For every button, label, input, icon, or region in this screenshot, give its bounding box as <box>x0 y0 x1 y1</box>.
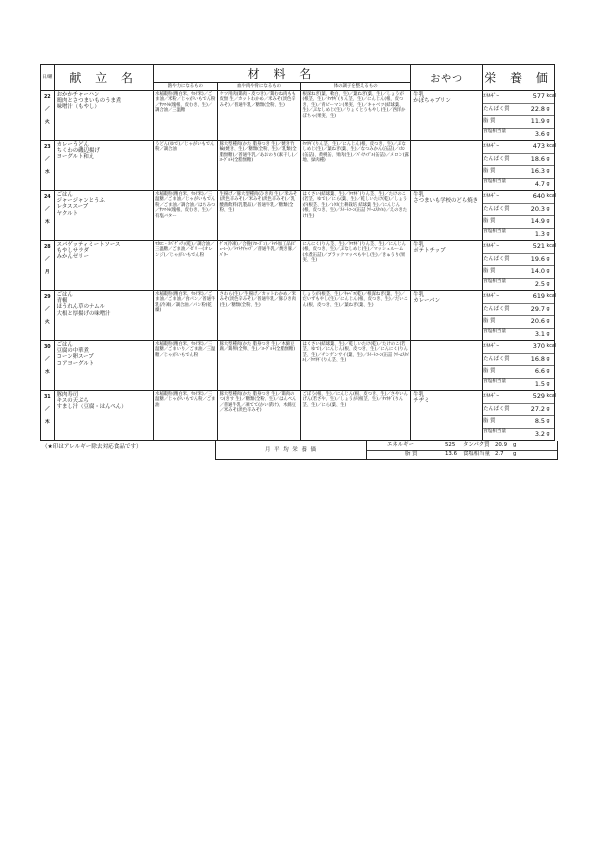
energy-value: 473 <box>510 141 546 154</box>
snack-cell <box>411 341 483 391</box>
nutrition-grid <box>483 291 557 340</box>
protein-value: 29.7 <box>510 304 546 317</box>
menu-day-row <box>41 91 555 141</box>
avg-salt-value: 2.7 <box>495 451 504 457</box>
fat-label: 脂 質 <box>483 216 510 229</box>
ingredients-green-cell: はくさい(結球葉、生)／乾しいたけ(乾)／たけのこ(若茎、ゆで)／にんじん(根、皮つき、生)／にんにく(りん茎、生)／チンゲンサイ(葉、生)／ｽｲｰﾄｺｰﾝ(缶詰 ｸﾘｰﾑｽﾀｲﾙ)／ﾀﾏﾈｷﾞ(りん茎、生) <box>301 341 411 391</box>
nutrition-cell <box>483 141 555 191</box>
fat-value: 16.3 <box>510 166 546 179</box>
energy-value: 640 <box>510 191 546 204</box>
salt-unit: g <box>546 331 550 337</box>
menu-item: 味噌汁（もやし） <box>56 104 100 111</box>
energy-unit: kcal <box>546 191 554 204</box>
nutrition-cell <box>483 191 555 241</box>
energy-label: ｴﾈﾙｷﾞｰ <box>483 341 510 354</box>
date-cell <box>41 91 55 141</box>
fat-unit: g <box>546 316 554 329</box>
menu-day-row <box>41 141 555 191</box>
menu-items-cell <box>54 391 153 441</box>
salt-value: 3.6 <box>534 129 545 138</box>
fat-label: 脂 質 <box>483 116 510 129</box>
ingredients-red-cell: ﾏｶﾛﾆ・ｽﾊﾟｹﾞｯﾃｨ(乾)／調合油／三温糖／ごま油／ゼリー(オレンジ)／じゃがいもでん粉 <box>153 241 217 291</box>
salt-label: 食塩相当量 <box>483 328 507 334</box>
nutrition-cell <box>483 341 555 391</box>
date-cell <box>41 391 55 441</box>
fat-unit: g <box>546 116 554 129</box>
avg-salt-unit: g <box>513 451 517 457</box>
protein-label: たんぱく質 <box>483 154 510 167</box>
salt-label: 食塩相当量 <box>483 128 507 134</box>
energy-label: ｴﾈﾙｷﾞｰ <box>483 241 510 254</box>
fat-value: 14.0 <box>510 266 546 279</box>
day-number: 23 <box>43 145 51 150</box>
menu-item: おかかチャーハン <box>56 92 100 98</box>
ingredients-column-header: 材 料 名 <box>153 65 411 83</box>
menu-item: 大根と厚揚げの味噌汁 <box>56 310 111 317</box>
salt-value: 2.5 <box>534 279 545 288</box>
menu-item: コーン卵スープ <box>56 354 94 361</box>
date-separator: ／ <box>44 107 50 112</box>
weekday: 木 <box>44 420 50 425</box>
menu-item: ヤクルト <box>56 210 79 217</box>
ingredients-yellow-cell: 豚大型種肉(かた 脂身つき 生)／焼き竹輪(焼き、生)／糖類(全粉、生)／乳類(全脂無糖)／普通牛乳／あおのり(素干し)／ﾖｰｸﾞﾙﾄ(全脂無糖) <box>218 141 301 191</box>
weekday: 月 <box>44 270 50 275</box>
energy-unit: kcal <box>546 141 554 154</box>
menu-item: もやしサラダ <box>56 248 89 255</box>
nutrition-grid <box>483 241 557 290</box>
lunch-menu-sheet <box>40 64 555 462</box>
nutrition-grid <box>483 341 557 390</box>
ingredients-green-cell: ごぼう(根、生)／にんじん(根、皮つき、生)／さやいんげん(若ざや、生)／しょうが(根茎、生)／ﾀﾏﾈｷﾞ(りん茎、生)／にら(葉、生) <box>301 391 411 441</box>
menu-item: ほうれん草のナムル <box>56 304 105 311</box>
menu-item: 青椒 <box>56 298 68 305</box>
monthly-average-box <box>215 441 558 460</box>
menu-item: みかんゼリー <box>56 254 89 261</box>
nutrition-column-header: 栄 養 価 <box>483 65 555 91</box>
menu-item: ごはん <box>56 342 73 348</box>
fat-unit: g <box>546 266 554 279</box>
ingredients-yellow-cell: ｹﾞｿ(冷凍)／合挽(ﾌﾛｰｽﾞﾝ)／ﾄﾏﾄ加工品(ﾋﾟｭｰﾚｰ)／ﾄﾏﾄｹﾁｬｯﾌﾟ／普通牛乳／焼き豚／ﾊﾞﾀｰ <box>218 241 301 291</box>
menu-item: カレーうどん <box>56 142 89 148</box>
protein-unit: g <box>546 404 554 417</box>
protein-value: 18.6 <box>510 154 546 167</box>
energy-unit: kcal <box>546 391 554 404</box>
salt-value: 4.7 <box>534 179 545 188</box>
protein-label: たんぱく質 <box>483 254 510 267</box>
avg-protein-unit: g <box>513 442 517 448</box>
date-cell <box>41 141 55 191</box>
group-red-header: 熱や力になるもの <box>153 83 217 91</box>
avg-protein-value: 20.9 <box>495 442 508 448</box>
date-separator: ／ <box>44 157 50 162</box>
date-separator: ／ <box>44 257 50 262</box>
salt-label: 食塩相当量 <box>483 378 507 384</box>
protein-unit: g <box>546 154 554 167</box>
salt-unit: g <box>546 231 550 237</box>
fat-label: 脂 質 <box>483 416 510 429</box>
salt-value: 3.1 <box>534 329 545 338</box>
protein-unit: g <box>546 104 554 117</box>
protein-label: たんぱく質 <box>483 354 510 367</box>
protein-unit: g <box>546 304 554 317</box>
fat-unit: g <box>546 166 554 179</box>
protein-value: 20.3 <box>510 204 546 217</box>
date-cell <box>41 241 55 291</box>
menu-items-cell <box>54 191 153 241</box>
protein-label: たんぱく質 <box>483 104 510 117</box>
nutrition-cell <box>483 291 555 341</box>
menu-table-body <box>41 91 555 441</box>
day-number: 24 <box>43 195 51 200</box>
salt-label: 食塩相当量 <box>483 178 507 184</box>
monthly-average-area <box>40 442 555 462</box>
nutrition-grid <box>483 141 557 190</box>
avg-fat-label: 脂 質 <box>405 451 418 457</box>
fat-unit: g <box>546 366 554 379</box>
fat-label: 脂 質 <box>483 166 510 179</box>
protein-value: 22.8 <box>510 104 546 117</box>
ingredients-green-cell: ﾀﾏﾈｷﾞ(りん茎、生)／にんじん(根、皮つき、生)／ぶなしめじ(生)／葉ねぎ(葉、生)／なつみかん(缶詰)／ﾐｶﾝ(缶詰)、黄桃缶、果肉(生)／ﾊﾟｲﾅｯﾌﾟﾙ(缶詰)／メロン(露地、緑肉種) <box>301 141 411 191</box>
protein-label: たんぱく質 <box>483 204 510 217</box>
nutrition-grid <box>483 391 557 440</box>
menu-items-cell <box>54 291 153 341</box>
protein-unit: g <box>546 354 554 367</box>
weekday: 水 <box>44 170 50 175</box>
weekday: 水 <box>44 370 50 375</box>
salt-value: 3.2 <box>534 429 545 438</box>
ingredients-red-cell: うどん(ゆで)／じゃがいもでん粉／調合油 <box>153 141 217 191</box>
allergy-note: （★印はアレルギー除去対応食品です） <box>42 444 142 450</box>
ingredients-green-cell: はくさい(結球葉、生)／ﾀﾏﾈｷﾞ(りん茎、生)／たけのこ(若茎、ゆで)／にら(葉、生)／乾しいたけ(乾)／しょうが(根茎、生)／ﾚﾀｽ(土耕栽培 結球葉 生)／にんじん(根、皮つき、生)／ｽｲｰﾄｺｰﾝ(缶詰 ｸﾘｰﾑｽﾀｲﾙ)／えのきたけ(生) <box>301 191 411 241</box>
salt-value: 1.5 <box>534 379 545 388</box>
ingredients-red-cell: 水稲穀粒(精白米、ｳﾙﾁ米)／三温糖／じゃがいもでん粉／ごま油 <box>153 391 217 441</box>
menu-item: ヨーグルト和え <box>56 154 95 161</box>
menu-items-cell <box>54 141 153 191</box>
salt-label: 食塩相当量 <box>483 278 507 284</box>
salt-unit: g <box>546 431 550 437</box>
fat-label: 脂 質 <box>483 266 510 279</box>
avg-salt-label: 食塩相当量 <box>463 451 490 457</box>
day-number: 31 <box>43 395 51 400</box>
menu-items-cell <box>54 241 153 291</box>
avg-energy-label: エネルギー <box>387 442 414 448</box>
energy-value: 619 <box>510 291 546 304</box>
salt-unit: g <box>546 281 550 287</box>
menu-table <box>40 64 555 441</box>
snack-column-header: おやつ <box>411 65 483 91</box>
energy-value: 370 <box>510 341 546 354</box>
energy-label: ｴﾈﾙｷﾞｰ <box>483 141 510 154</box>
menu-items-cell <box>54 91 153 141</box>
nutrition-cell <box>483 241 555 291</box>
fat-label: 脂 質 <box>483 366 510 379</box>
date-separator: ／ <box>44 357 50 362</box>
weekday: 火 <box>44 320 50 325</box>
ingredients-red-cell: 水稲穀粒(精白米、ｳﾙﾁ米)／ごま油／ごま油／食パン／普通牛乳(冷凍)／調合油／パン粉(乾燥) <box>153 291 217 341</box>
energy-unit: kcal <box>546 241 554 254</box>
menu-item: コアヨーグルト <box>56 360 95 367</box>
salt-label: 食塩相当量 <box>483 428 507 434</box>
date-cell <box>41 291 55 341</box>
menu-item: ごはん <box>56 192 73 198</box>
fat-label: 脂 質 <box>483 316 510 329</box>
salt-value: 1.3 <box>534 229 545 238</box>
avg-fat-value: 13.6 <box>445 451 458 457</box>
date-separator: ／ <box>44 407 50 412</box>
menu-day-row <box>41 241 555 291</box>
day-number: 28 <box>43 245 51 250</box>
salt-unit: g <box>546 381 550 387</box>
energy-label: ｴﾈﾙｷﾞｰ <box>483 391 510 404</box>
energy-value: 521 <box>510 241 546 254</box>
menu-column-header: 献 立 名 <box>54 65 153 91</box>
energy-unit: kcal <box>546 341 554 354</box>
ingredients-red-cell: 水稲穀粒(精白米、ｳﾙﾁ米)／ごま油／米粉／じゃがいもでん粉／ｻﾂﾏｲﾓ(塊根、皮むき、生)／調合油／三温糖 <box>153 91 217 141</box>
salt-unit: g <box>546 131 550 137</box>
fat-value: 6.6 <box>510 366 546 379</box>
protein-unit: g <box>546 204 554 217</box>
weekday: 木 <box>44 220 50 225</box>
ingredients-red-cell: 水稲穀粒(精白米、ｳﾙﾁ米)／三温糖／ごまいり／ごま油／三温糖／じゃがいもでん粉 <box>153 341 217 391</box>
ingredients-yellow-cell: 生揚げ／豚大型種肉(ひき肉 生)／米みそ(淡色辛みそ)／米みそ(淡色辛みそ)／乳酸菌飲料(乳製品)／普通牛乳／糖類(全粉、生) <box>218 191 301 241</box>
fat-unit: g <box>546 416 554 429</box>
date-cell <box>41 341 55 391</box>
nutrition-cell <box>483 91 555 141</box>
ingredients-green-cell: 根深ねぎ(葉、軟白、生)／葉ねぎ(葉、生)／しょうが(根茎、生)／ﾀﾏﾈｷﾞ(りん茎、生)／にんじん(根、皮つき、生)／青ピーマン(果実、生)／キャベツ(結球葉、生)／ぶなしめじ(生)／りょくとうもやし(生)／西洋かぼちゃ(果実、生) <box>301 91 411 141</box>
date-cell <box>41 191 55 241</box>
menu-item: スパゲッティミートソース <box>56 242 121 248</box>
ingredients-green-cell: にんにく(りん茎、生)／ﾀﾏﾈｷﾞ(りん茎、生)／にんじん(根、皮つき、生)／ぶなしめじ(生)／マッシュルーム(水煮缶詰)／ブラックマッペもやし(生)／きゅうり(果実、生) <box>301 241 411 291</box>
menu-item: 豆腐の中華煮 <box>56 348 89 355</box>
energy-label: ｴﾈﾙｷﾞｰ <box>483 291 510 304</box>
nutrition-grid <box>483 91 557 140</box>
snack-cell: 牛乳 さつまいも学校のどら焼き <box>411 191 483 241</box>
protein-value: 16.8 <box>510 354 546 367</box>
energy-value: 529 <box>510 391 546 404</box>
snack-cell: 牛乳 カレーパン <box>411 291 483 341</box>
monthly-average-label: 月 平 均 栄 養 価 <box>216 441 367 459</box>
avg-energy-value: 525 <box>445 442 456 448</box>
protein-value: 19.6 <box>510 254 546 267</box>
snack-cell: 牛乳 チヂミ <box>411 391 483 441</box>
menu-day-row <box>41 341 555 391</box>
energy-unit: kcal <box>546 91 554 104</box>
protein-label: たんぱく質 <box>483 304 510 317</box>
fat-value: 14.9 <box>510 216 546 229</box>
avg-protein-label: タンパク質 <box>463 442 490 448</box>
menu-item: すまし汁（豆腐・はんぺん） <box>56 404 127 411</box>
menu-item: ちくわの磯辺揚げ <box>56 148 100 155</box>
protein-label: たんぱく質 <box>483 404 510 417</box>
snack-cell: 牛乳 ポテトチップ <box>411 241 483 291</box>
menu-item: レタススープ <box>56 204 89 211</box>
snack-cell: 牛乳 かぼちゃプリン <box>411 91 483 141</box>
ingredients-red-cell: 水稲穀粒(精白米、ｳﾙﾁ米)／三温糖／ごま油／じゃがいもでん粉／ごま油／調合油／はちみつ／ｻﾂﾏｲﾓ(塊根、皮むき、生)／有塩バター <box>153 191 217 241</box>
group-yellow-header: 血や肉や骨になるもの <box>218 83 301 91</box>
menu-item: ごはん <box>56 292 73 298</box>
nutrition-grid <box>483 191 557 240</box>
date-separator: ／ <box>44 307 50 312</box>
salt-unit: g <box>546 181 550 187</box>
energy-unit: kcal <box>546 291 554 304</box>
ingredients-yellow-cell: ケツ用肉(鶏肉・皮つき)／鶏むね肉もも皮無 生／カットわかめ／米みそ(淡色辛みそ)／普通牛乳／糖類(全粉、生) <box>218 91 301 141</box>
date-column-header: 日/曜 <box>41 65 55 91</box>
energy-label: ｴﾈﾙｷﾞｰ <box>483 191 510 204</box>
menu-item: キスの天ぷら <box>56 398 89 405</box>
salt-label: 食塩相当量 <box>483 228 507 234</box>
day-number: 22 <box>43 95 51 100</box>
energy-label: ｴﾈﾙｷﾞｰ <box>483 91 510 104</box>
date-separator: ／ <box>44 207 50 212</box>
avg-row-fat <box>367 450 557 459</box>
fat-value: 8.5 <box>510 416 546 429</box>
menu-item: 鶏肉とさつまいものうま煮 <box>56 98 122 105</box>
menu-day-row <box>41 391 555 441</box>
fat-unit: g <box>546 216 554 229</box>
ingredients-green-cell: しょうが(根茎、生)／ｷｬﾍﾞﾂ(乾)／根深ねぎ(葉、生)／だいずもやし(生)／にんじん(根、皮つき、生)／だいこん(根、皮つき、生)／葉ねぎ(葉、生) <box>301 291 411 341</box>
menu-item: ジャージャンとうふ <box>56 198 105 205</box>
protein-unit: g <box>546 254 554 267</box>
menu-day-row <box>41 191 555 241</box>
group-green-header: 体の調子を整えるもの <box>301 83 411 91</box>
menu-items-cell <box>54 341 153 391</box>
energy-value: 577 <box>510 91 546 104</box>
menu-day-row <box>41 291 555 341</box>
ingredients-yellow-cell: 豚大型種肉(かた 脂身つき 生)／木綿豆腐／鶏卵(全卵、生)／ﾖｰｸﾞﾙﾄ(全脂無糖) <box>218 341 301 391</box>
fat-value: 11.9 <box>510 116 546 129</box>
ingredients-yellow-cell: さわら(生)／生揚げ／カットわかめ／米みそ(淡色辛みそ)／普通牛乳／豚ひき肉(生)／糖類(全粉、生) <box>218 291 301 341</box>
fat-value: 20.6 <box>510 316 546 329</box>
nutrition-cell <box>483 391 555 441</box>
ingredients-yellow-cell: 豚大型種肉(かた 脂身つき 生)／鶏肉のつ(きす 生)／糖類(全粉、生)／はんぺん／普通牛乳／凍てて(かい漬け)、木綿豆／米みそ(淡色辛みそ) <box>218 391 301 441</box>
menu-item: 豚肉寿司 <box>56 392 79 398</box>
day-number: 30 <box>43 345 51 350</box>
weekday: 火 <box>44 120 50 125</box>
protein-value: 27.2 <box>510 404 546 417</box>
snack-cell <box>411 141 483 191</box>
day-number: 29 <box>43 295 51 300</box>
